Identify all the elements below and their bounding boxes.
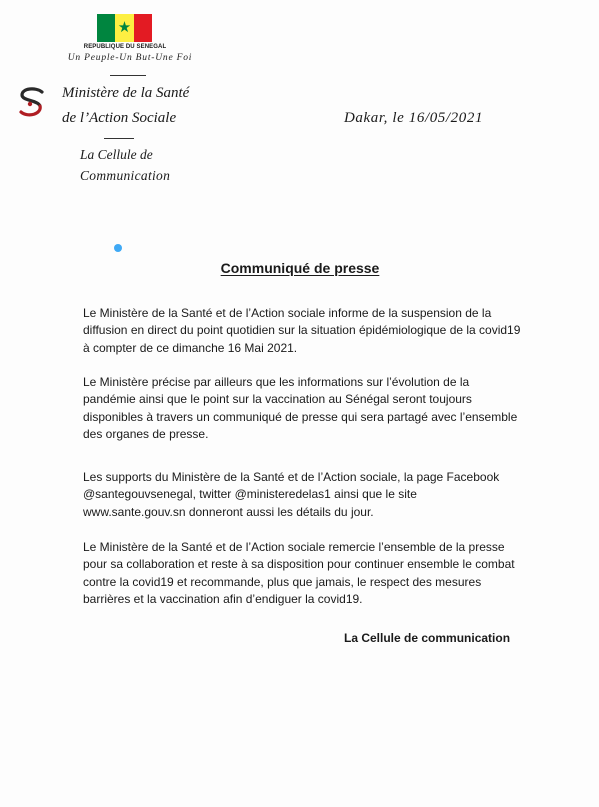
paragraph-line: pour sa collaboration et reste à sa disposition pour continuer ensemble le combat	[83, 557, 515, 572]
paragraph-thanks	[83, 539, 583, 609]
country-name: REPUBLIQUE DU SENEGAL	[83, 44, 167, 50]
paragraph-line: diffusion en direct du point quotidien sur la situation épidémiologique de la covid19	[83, 323, 521, 338]
ministry-logo	[16, 86, 48, 120]
blue-dot-mark	[114, 244, 122, 252]
header-divider	[110, 75, 146, 76]
ministry-name-line2: de l’Action Sociale	[62, 110, 177, 126]
flag-stripe-red	[134, 14, 152, 42]
paragraph-information	[83, 374, 583, 444]
document-date: Dakar, le 16/05/2021	[344, 110, 484, 126]
paragraph-line: des organes de presse.	[83, 427, 209, 442]
flag-stripe-yellow	[115, 14, 133, 42]
logo-dot	[28, 102, 32, 106]
paragraph-line: Le Ministère précise par ailleurs que les informations sur l’évolution de la	[83, 375, 470, 389]
paragraph-channels	[83, 469, 583, 521]
paragraph-line: Les supports du Ministère de la Santé et de l’Action sociale, la page Facebook	[83, 470, 500, 484]
senegal-flag	[97, 14, 152, 42]
paragraph-line: disponibles à travers un communiqué de presse qui sera partagé avec l’ensemble	[83, 409, 518, 424]
paragraph-line: contre la covid19 et recommande, plus que jamais, le respect des mesures	[83, 574, 482, 589]
unit-name-line2: Communication	[80, 168, 171, 183]
paragraph-line: pandémie ainsi que le point sur la vaccination au Sénégal seront toujours	[83, 392, 472, 407]
document-title: Communiqué de presse	[220, 260, 380, 276]
paragraph-line: www.sante.gouv.sn donneront aussi les détails du jour.	[83, 504, 374, 519]
paragraph-line: à compter de ce dimanche 16 Mai 2021.	[83, 340, 298, 355]
flag-stripe-green	[97, 14, 115, 42]
paragraph-line: barrières et la vaccination afin d’endiguer la covid19.	[83, 592, 363, 607]
paragraph-line: Le Ministère de la Santé et de l’Action sociale remercie l’ensemble de la presse	[83, 540, 505, 554]
star-icon: ★	[117, 18, 132, 36]
logo-swoosh-bottom	[21, 106, 40, 115]
signature: La Cellule de communication	[344, 631, 511, 645]
ministry-name-line1: Ministère de la Santé	[62, 85, 190, 101]
national-motto: Un Peuple-Un But-Une Foi	[67, 53, 193, 63]
paragraph-line: Le Ministère de la Santé et de l’Action sociale informe de la suspension de la	[83, 306, 492, 320]
header-divider	[104, 138, 134, 139]
paragraph-line: @santegouvsenegal, twitter @ministeredelas1 ainsi que le site	[83, 487, 417, 502]
paragraph-suspension	[83, 305, 583, 357]
unit-name-line1: La Cellule de	[80, 147, 153, 162]
